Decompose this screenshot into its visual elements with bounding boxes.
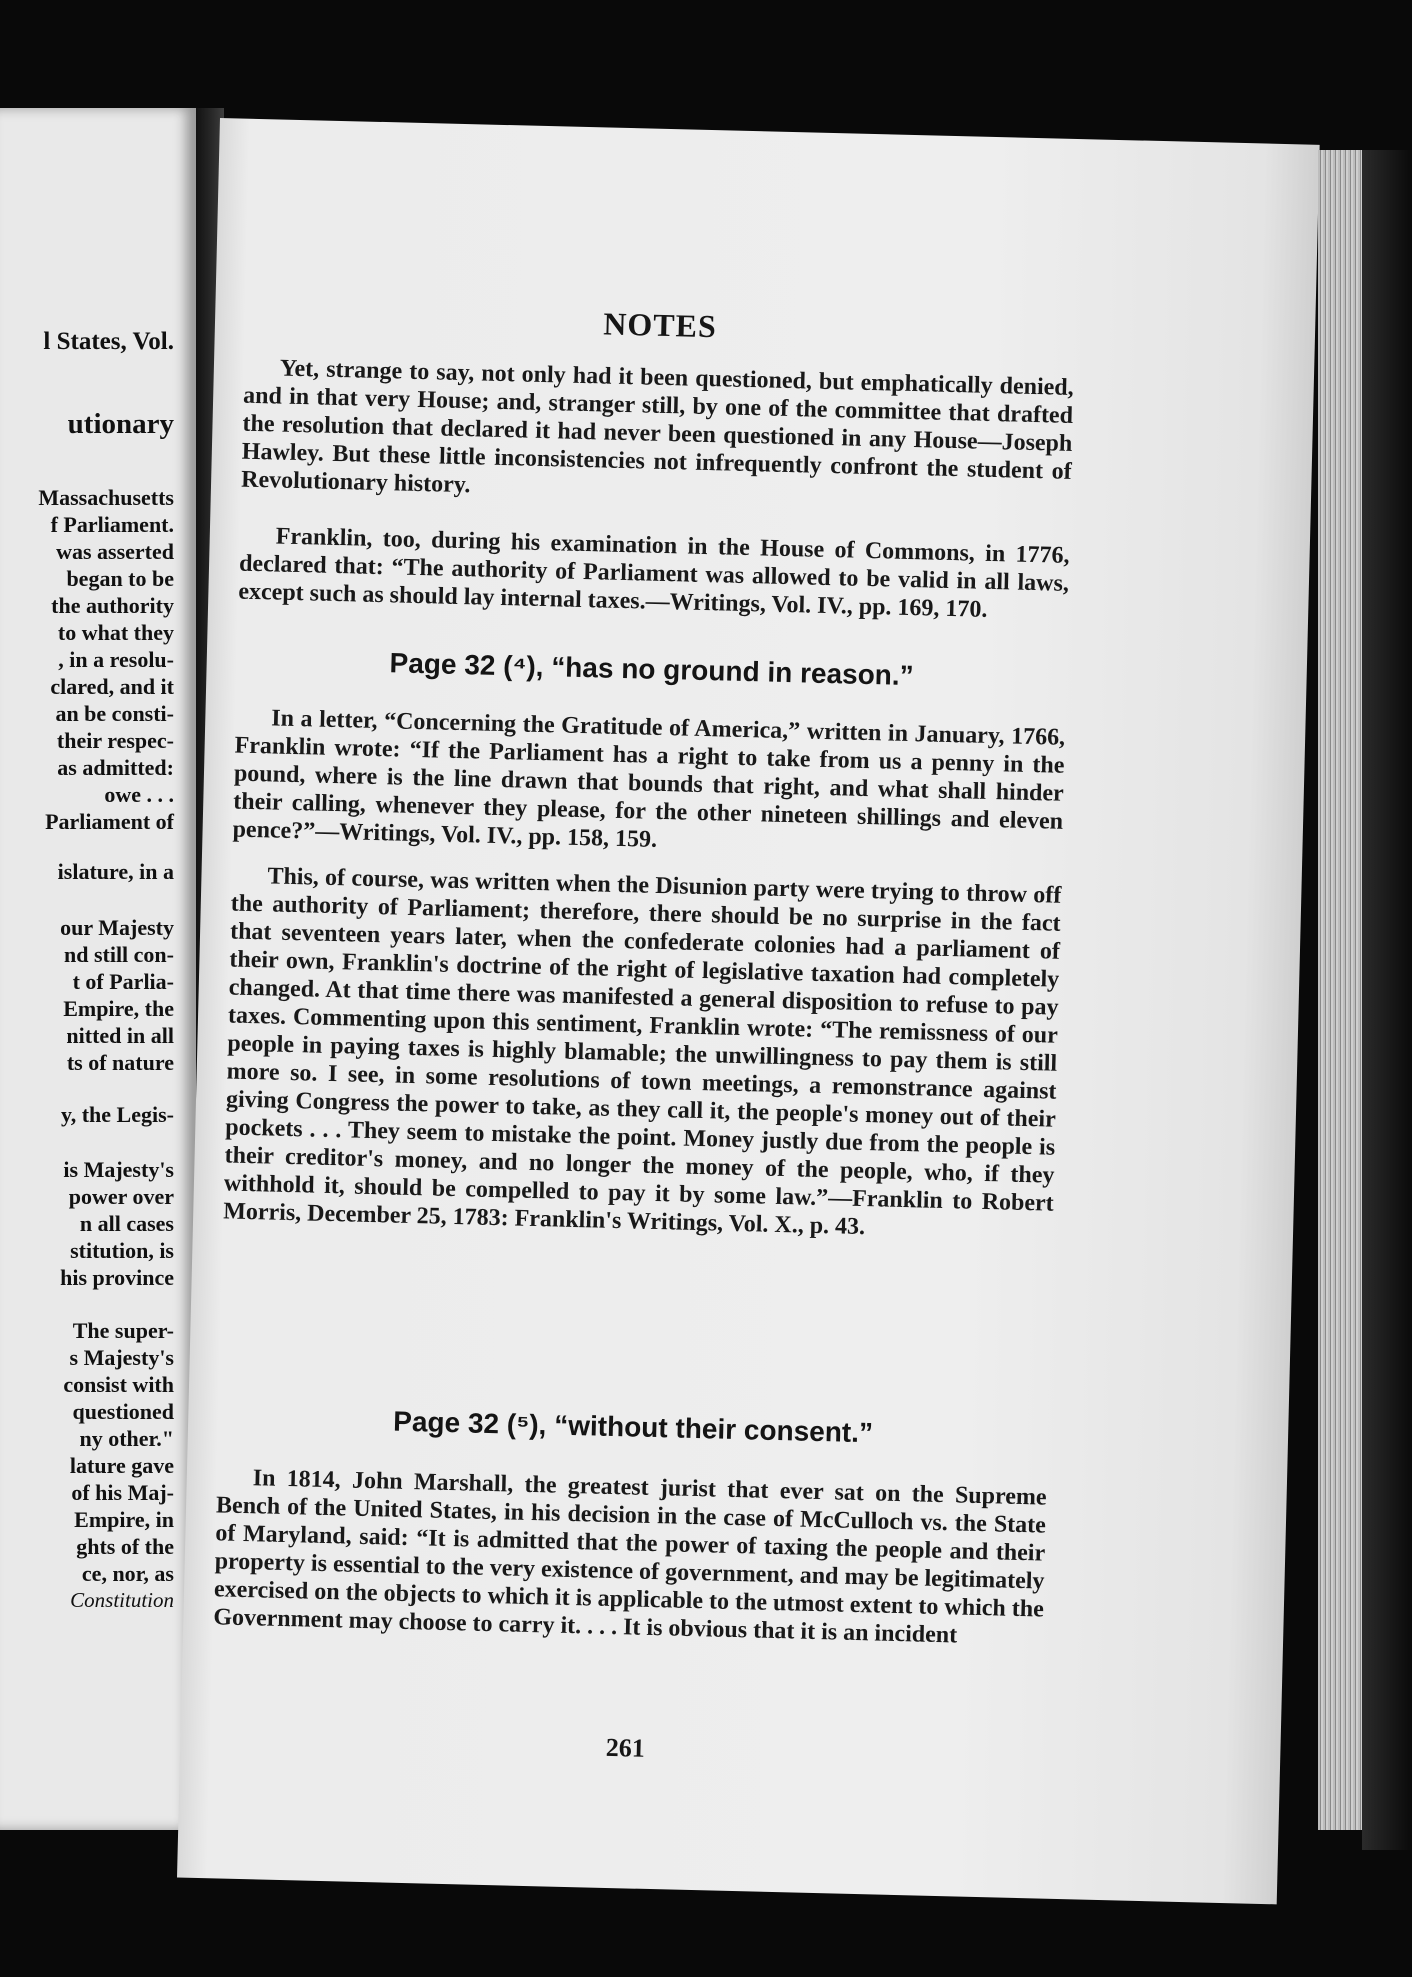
- facing-page-line: to what they: [57, 620, 174, 645]
- facing-page-line: Massachusetts: [38, 485, 174, 510]
- page-edges: [1318, 150, 1362, 1830]
- facing-page-line: l States, Vol.: [43, 328, 174, 355]
- facing-page-line: consist with: [63, 1372, 174, 1397]
- facing-page-line: ce, nor, as: [81, 1561, 174, 1586]
- facing-page-line: stitution, is: [70, 1238, 174, 1263]
- book-binding: [1362, 150, 1412, 1850]
- paragraph-franklin-examination: Franklin, too, during his examination in the House of Commons, in 1776, declared that: “The authority of Parliament was allowed to be valid in all laws, except such as should lay internal taxes.—Writings, Vol. IV., pp. 169, 170.: [238, 523, 1070, 623]
- facing-page-line: power over: [68, 1184, 174, 1209]
- facing-page-line: Empire, in: [74, 1507, 174, 1532]
- facing-page-line: Constitution: [70, 1588, 174, 1612]
- facing-page-line: clared, and it: [50, 674, 174, 699]
- facing-page-line: t of Parlia-: [72, 969, 174, 994]
- facing-page-line: an be consti-: [55, 701, 174, 726]
- main-page: [177, 118, 1320, 1904]
- facing-page-line: f Parliament.: [50, 512, 174, 537]
- facing-page-line: our Majesty: [60, 915, 174, 940]
- running-head: NOTES: [602, 305, 718, 345]
- facing-page-line: was asserted: [56, 539, 174, 564]
- facing-page-line: n all cases: [79, 1211, 174, 1236]
- facing-page-line: questioned: [72, 1399, 174, 1424]
- facing-page-line: lature gave: [69, 1453, 174, 1478]
- facing-page-line: The super-: [72, 1318, 174, 1343]
- facing-page-line: Parliament of: [45, 809, 174, 834]
- facing-page-line: utionary: [67, 408, 174, 440]
- facing-page-line: Empire, the: [63, 996, 174, 1021]
- facing-page-line: s Majesty's: [69, 1345, 174, 1370]
- facing-page-line: ghts of the: [76, 1534, 174, 1559]
- page-content: [213, 119, 1080, 1763]
- facing-page-line: as admitted:: [57, 755, 174, 780]
- facing-page-line: began to be: [66, 566, 174, 591]
- facing-page-line: y, the Legis-: [60, 1102, 174, 1127]
- facing-page-line: , in a resolu-: [58, 647, 174, 672]
- facing-page-line: nd still con-: [63, 942, 174, 967]
- facing-page-line: his province: [60, 1265, 174, 1290]
- facing-page-line: ts of nature: [66, 1050, 174, 1075]
- paragraph-gratitude-letter: In a letter, “Concerning the Gratitude of America,” written in January, 1766, Franklin wrote: “If the Parliament has a right to take from us a penny in the pound, where is the line drawn that bounds that right, and what shall hinder their calling, whenever they please, for the other nineteen shillings and eleven pence?”—Writings, Vol. IV., pp. 158, 159.: [232, 705, 1066, 853]
- facing-page-line: of his Maj-: [71, 1480, 174, 1505]
- facing-page-line: is Majesty's: [63, 1157, 174, 1182]
- facing-page-line: their respec-: [56, 728, 174, 753]
- facing-page-line: the authority: [51, 593, 174, 618]
- facing-page-line: owe . . .: [104, 782, 174, 807]
- facing-page-line: islature, in a: [57, 859, 174, 884]
- facing-page-line: ny other.": [79, 1426, 174, 1451]
- facing-page-line: nitted in all: [66, 1023, 174, 1048]
- page-number: 261: [605, 1732, 646, 1763]
- paragraph-marshall: In 1814, John Marshall, the greatest jurist that ever sat on the Supreme Bench of the United States, in his decision in the case of McCulloch vs. the State of Maryland, said: “It is admitted that the power of taxing the people and their property is essential to the very existence of government, and may be legitimately exercised on the objects to which it is applicable to the utmost extent to which the Government may choose to carry it. . . . It is obvious that it is an incident: [213, 1465, 1047, 1649]
- paragraph-hawley: Yet, strange to say, not only had it been questioned, but emphatically denied, and in that very House; and, stranger still, by one of the committee that drafted the resolution that declared it had never been questioned in any House—Joseph Hawley. But these little inconsistencies not infrequently confront the student of Revolutionary history.: [240, 355, 1074, 499]
- section-title-note-5: Page 32 (⁵), “without their consent.”: [392, 1405, 874, 1449]
- section-title-note-4: Page 32 (⁴), “has no ground in reason.”: [389, 647, 915, 692]
- paragraph-disunion-party: This, of course, was written when the Disunion party were trying to throw off the authority of Parliament; therefore, there should be no surprise in the fact that seventeen years later, when the confederate colonies had a parliament of their own, Franklin's doctrine of the right of legislative taxation had completely changed. At that time there was manifested a general disposition to refuse to pay taxes. Commenting upon this sentiment, Franklin wrote: “The remissness of our people in paying taxes is highly blamable; the unwillingness to pay them is still more so. I see, in some resolutions of town meetings, a remonstrance against giving Congress the power to take, as they call it, the people's money out of their pockets . . . They seem to mistake the point. Money justly due from the people is their creditor's money, and no longer the money of the people, who, if they withhold it, should be compelled to pay it by some law.”—Franklin to Robert Morris, December 25, 1783: Franklin's Writings, Vol. X., p. 43.: [222, 863, 1062, 1241]
- facing-page: [0, 108, 196, 1830]
